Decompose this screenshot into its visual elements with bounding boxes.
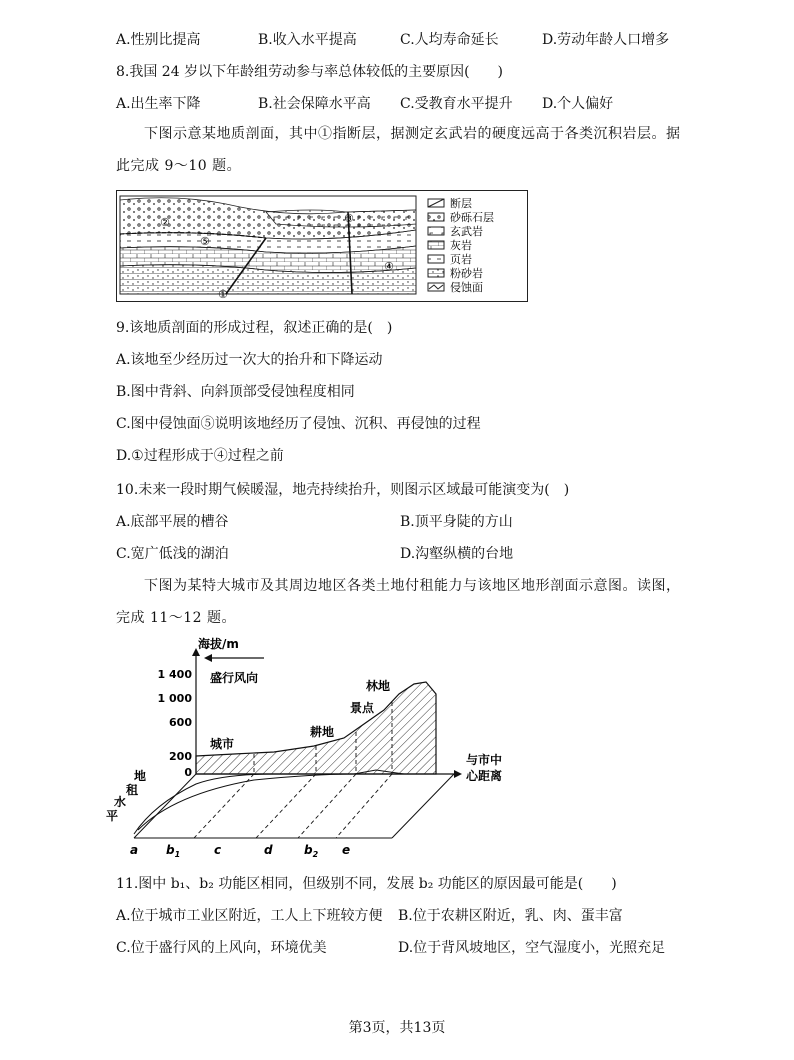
q8-option-a: A.出生率下降 xyxy=(116,96,201,112)
bottom-label-b1: $b_1$ xyxy=(166,843,181,859)
q11-option-c: C.位于盛行风的上风向，环境优美 xyxy=(116,940,327,956)
q10-option-c: C.宽广低浅的湖泊 xyxy=(116,546,229,562)
bottom-label-c: c xyxy=(214,843,222,857)
q7-option-b: B.收入水平提高 xyxy=(258,32,357,48)
label-n3: ③ xyxy=(344,212,354,225)
legend-basalt: 玄武岩 xyxy=(450,225,483,238)
intro-paragraph-2: 下图为某特大城市及其周边地区各类土地付租能力与该地区地形剖面示意图。读图，完成 11～12 题。 xyxy=(116,578,681,626)
legend-erosion-surface: 侵蚀面 xyxy=(450,281,483,294)
q11-option-a: A.位于城市工业区附近，工人上下班较方便 xyxy=(116,908,383,924)
label-n5: ⑤ xyxy=(200,235,210,248)
y-axis-title: 海拔/m xyxy=(198,637,239,651)
rent-plane xyxy=(134,770,454,838)
section-body xyxy=(120,196,416,301)
rent-label-di: 地 xyxy=(134,769,147,783)
rent-label-zu: 租 xyxy=(126,783,139,797)
q10-option-b: B.顶平身陡的方山 xyxy=(400,514,513,530)
q8-option-c: C.受教育水平提升 xyxy=(400,96,513,112)
label-n2: ② xyxy=(160,216,170,229)
wind-label: 盛行风向 xyxy=(210,671,259,685)
q7-option-d: D.劳动年龄人口增多 xyxy=(542,32,670,48)
label-farmland: 耕地 xyxy=(310,725,335,739)
x-axis-title-1: 与市中 xyxy=(466,753,503,767)
q11-option-d: D.位于背风坡地区，空气湿度小，光照充足 xyxy=(398,940,666,956)
q10-option-d: D.沟壑纵横的台地 xyxy=(400,546,514,562)
label-n4: ④ xyxy=(384,260,394,273)
label-forest: 林地 xyxy=(366,679,391,693)
q7-option-c: C.人均寿命延长 xyxy=(400,32,499,48)
y-tick-600: 600 xyxy=(169,716,192,729)
legend-fault: 断层 xyxy=(450,197,472,210)
x-axis-title-2: 心距离 xyxy=(466,769,503,783)
q9-option-d: D.①过程形成于④过程之前 xyxy=(116,448,284,464)
q8-option-d: D.个人偏好 xyxy=(542,96,614,112)
y-tick-200: 200 xyxy=(169,750,192,763)
bottom-label-d: d xyxy=(264,843,273,857)
q9-option-c: C.图中侵蚀面⑤说明该地经历了侵蚀、沉积、再侵蚀的过程 xyxy=(116,416,481,432)
rent-profile-diagram xyxy=(106,634,524,864)
label-city: 城市 xyxy=(210,737,235,751)
q9-option-b: B.图中背斜、向斜顶部受侵蚀程度相同 xyxy=(116,384,355,400)
q8-option-b: B.社会保障水平高 xyxy=(258,96,371,112)
y-tick-0: 0 xyxy=(184,766,192,779)
q10-option-a: A.底部平展的槽谷 xyxy=(116,514,229,530)
legend-limestone: 灰岩 xyxy=(450,239,472,252)
page-footer: 第3页，共13页 xyxy=(348,1020,446,1036)
q11-option-b: B.位于农耕区附近，乳、肉、蛋丰富 xyxy=(398,908,623,924)
geologic-section-diagram xyxy=(116,190,528,302)
bottom-label-a: a xyxy=(130,843,139,857)
legend-shale: 页岩 xyxy=(450,253,472,266)
bottom-label-b2: $b_2$ xyxy=(304,843,319,859)
y-tick-1000: 1 000 xyxy=(157,692,192,705)
label-n1: ① xyxy=(218,288,228,301)
rent-label-shui: 水 xyxy=(114,795,127,809)
q9-option-a: A.该地至少经历过一次大的抬升和下降运动 xyxy=(116,352,383,368)
legend-siltstone: 粉砂岩 xyxy=(450,267,483,280)
legend-gravel: 砂砾石层 xyxy=(450,211,494,224)
q10-stem: 10.未来一段时期气候暖湿，地壳持续抬升，则图示区域最可能演变为( ) xyxy=(116,482,570,498)
bottom-label-e: e xyxy=(342,843,351,857)
rent-label-ping: 平 xyxy=(106,809,119,823)
label-scenic: 景点 xyxy=(350,701,375,715)
y-tick-1400: 1 400 xyxy=(157,668,192,681)
q7-option-a: A.性别比提高 xyxy=(116,32,201,48)
intro-paragraph-1: 下图示意某地质剖面，其中①指断层，据测定玄武岩的硬度远高于各类沉积岩层。据此完成 9～10 题。 xyxy=(116,126,681,174)
q8-stem: 8.我国 24 岁以下年龄组劳动参与率总体较低的主要原因( ) xyxy=(116,64,503,80)
q9-stem: 9.该地质剖面的形成过程，叙述正确的是( ) xyxy=(116,320,393,336)
q11-stem: 11.图中 b₁、b₂ 功能区相同，但级别不同，发展 b₂ 功能区的原因最可能是( ) xyxy=(116,876,617,892)
